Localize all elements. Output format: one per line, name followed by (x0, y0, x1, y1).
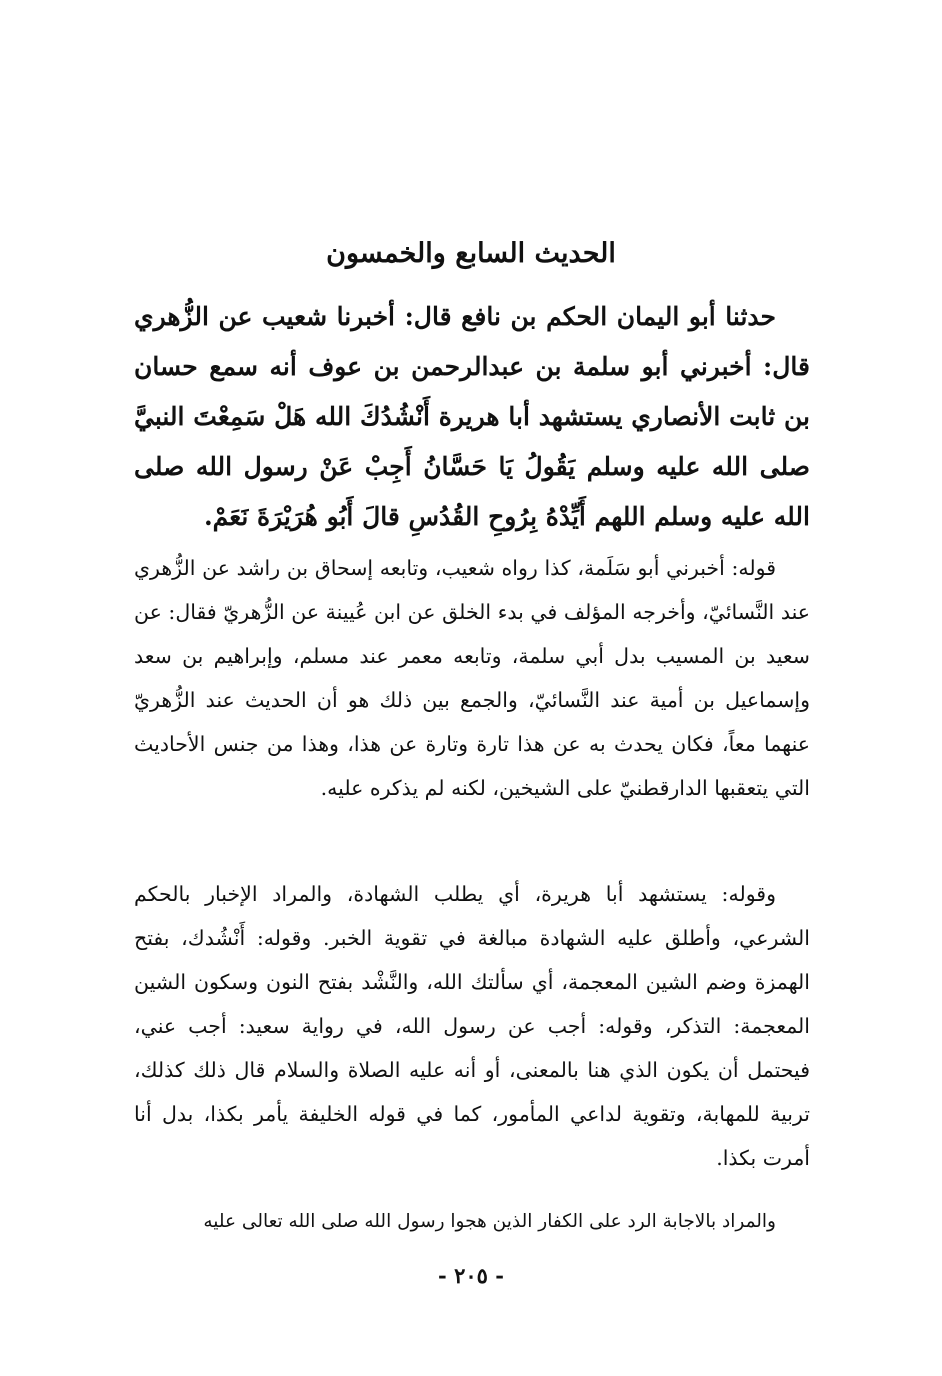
commentary-paragraph: وقوله: يستشهد أبا هريرة، أي يطلب الشهادة، والمراد الإخبار بالحكم الشرعي، وأطلق عليه الشهادة مبالغة في تقوية الخبر. وقوله: أَنْشُدك، بفتح الهمزة وضم الشين المعجمة، أي سألتك الله، والنَّشْد بفتح النون وسكون الشين المعجمة: التذكر، وقوله: أجب عن رسول الله، في رواية سعيد: أجب عني، فيحتمل أن يكون الذي هنا بالمعنى، أو أنه عليه الصلاة والسلام قال ذلك كذلك، تربية للمهابة، وتقوية لداعي المأمور، كما في قوله الخليفة يأمر بكذا، بدل أنا أمرت بكذا. (134, 882, 810, 1170)
hadith-text-block (134, 292, 810, 542)
commentary-block-2 (134, 872, 810, 1180)
commentary-block-1 (134, 546, 810, 810)
page-number: - ٢٠٥ - (438, 1263, 504, 1288)
commentary-paragraph: قوله: أخبرني أبو سَلَمة، كذا رواه شعيب، وتابعه إسحاق بن راشد عن الزُّهري عند النَّسائيّ، وأخرجه المؤلف في بدء الخلق عن ابن عُيينة عن الزُّهريّ فقال: عن سعيد بن المسيب بدل أبي سلمة، وتابعه معمر عند مسلم، وإبراهيم بن سعد وإسماعيل بن أمية عند النَّسائيّ، والجمع بين ذلك هو أن الحديث عند الزُّهريّ عنهما معاً، فكان يحدث به عن هذا تارة وتارة عن هذا، وهذا من جنس الأحاديث التي يتعقبها الدارقطنيّ على الشيخين، لكنه لم يذكره عليه. (134, 556, 810, 800)
chapter-title: الحديث السابع والخمسون (326, 238, 616, 269)
hadith-paragraph: حدثنا أبو اليمان الحكم بن نافع قال: أخبرنا شعيب عن الزُّهري قال: أخبرني أبو سلمة بن عبدالرحمن بن عوف أنه سمع حسان بن ثابت الأنصاري يستشهد أبا هريرة أَنْشُدُكَ الله هَلْ سَمِعْتَ النبيَّ صلى الله عليه وسلم يَقُولُ يَا حَسَّانُ أَجِبْ عَنْ رسول الله صلى الله عليه وسلم اللهم أَيِّدْهُ بِرُوحِ القُدُسِ قالَ أَبُو هُرَيْرَةَ نَعَمْ. (134, 302, 810, 531)
footnote-line: والمراد بالاجابة الرد على الكفار الذين هجوا رسول الله صلى الله تعالى عليه (203, 1211, 776, 1232)
